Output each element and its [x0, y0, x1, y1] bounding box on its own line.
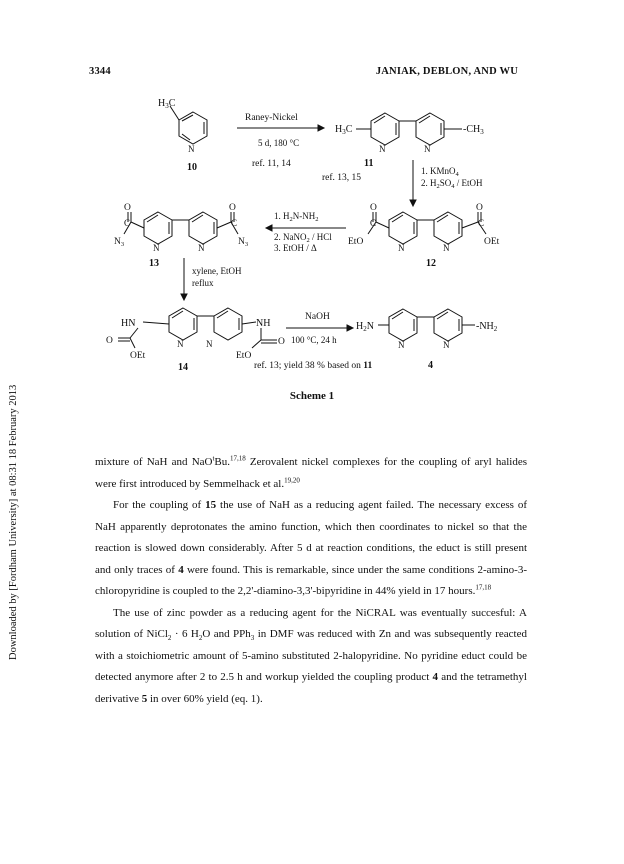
step3-a: 1. H	[274, 211, 290, 221]
svg-text:N: N	[206, 339, 213, 349]
step5-ref: ref. 13; yield 38 % based on	[254, 361, 361, 371]
svg-text:C: C	[231, 218, 238, 228]
download-watermark: Downloaded by [Fordham University] at 08:31 18 February 2013	[8, 384, 19, 660]
compound-label-12: 12	[426, 258, 436, 269]
svg-text:-CH3: $-CH_3$	[463, 124, 484, 136]
svg-text:2. NaNO2 / HCl: 2. NaNO$_2$ / HCl	[274, 232, 332, 244]
svg-text:HN: HN	[121, 318, 136, 329]
svg-text:N: N	[443, 243, 450, 253]
svg-text:C: C	[370, 218, 377, 228]
svg-text:N: N	[398, 243, 405, 253]
svg-text:O: O	[124, 203, 131, 213]
svg-text:N: N	[177, 339, 184, 349]
svg-text:H3C: $H_3C$	[158, 98, 176, 110]
svg-text:OEt: OEt	[130, 351, 146, 361]
structure-14	[106, 308, 285, 361]
structure-10	[158, 98, 207, 154]
reaction-scheme	[0, 0, 624, 390]
svg-text:N: N	[198, 243, 205, 253]
svg-text:N: N	[379, 144, 386, 154]
svg-text:1. H2N-NH2: 1. $H_2N-NH_2$	[274, 211, 319, 223]
step1-conditions: 5 d, 180 °C	[258, 138, 300, 148]
svg-text:N: N	[424, 144, 431, 154]
svg-text:O: O	[106, 336, 113, 346]
step5-reagent: NaOH	[305, 312, 330, 322]
paragraph-1: mixture of NaH and NaO$^t$Bu.$^{17,18}$ Zerovalent nickel complexes for the coupling of aryl halides were first introduced by Semmelhack et al.$^{19,20}$	[95, 454, 527, 490]
compound-label-4: 4	[428, 360, 433, 371]
svg-text:H2N: $H_2N$	[356, 321, 374, 333]
compound-label-14: 14	[178, 362, 188, 373]
step2-b: 2. H	[421, 178, 437, 188]
svg-text:1. KMnO4: 1. KMnO$_4$	[421, 166, 459, 178]
step3-c: 3. EtOH / Δ	[274, 243, 317, 253]
structure-11	[335, 113, 484, 154]
step5-conditions: 100 °C, 24 h	[291, 335, 337, 345]
compound-label-13: 13	[149, 258, 159, 269]
svg-text:O: O	[370, 203, 377, 213]
svg-text:EtO: EtO	[236, 351, 252, 361]
svg-text:H3C: $H_3C$	[335, 124, 353, 136]
step1-reagent: Raney-Nickel	[245, 113, 298, 123]
svg-text:O: O	[476, 203, 483, 213]
svg-text:-NH2: $-NH_2$	[476, 321, 498, 333]
svg-text:C: C	[478, 218, 485, 228]
step4-a: xylene, EtOH	[192, 266, 242, 276]
svg-text:N: N	[153, 243, 160, 253]
yield-ref-compound: 11	[363, 361, 373, 371]
svg-text:NH: NH	[256, 318, 271, 329]
structure-13	[114, 203, 248, 253]
compound-label-11: 11	[364, 158, 374, 169]
paragraph-2: For the coupling of 15 the use of NaH as a reducing agent failed. The necessary excess of NaH apparently deprotonates the amino function, which then coordinates to nickel so that the reaction is slowed down considerably. After 5 d at reaction conditions, the educt is still present and only traces of 4 were found. This is remarkable, since under the same conditions 2-amino-3-chloropyridine is coupled to the 2,2'-diamino-3,3'-bipyridine in 44% yield in 17 hours.$^{17,18}$	[95, 499, 528, 597]
step2-a: 1. KMnO	[421, 166, 456, 176]
svg-text:ref. 13; yield 38 % based on 1	[254, 360, 372, 371]
svg-text:N3: $N_3$	[238, 237, 249, 248]
step2-ref: ref. 13, 15	[322, 173, 362, 183]
body-text	[95, 452, 527, 710]
svg-text:OEt: OEt	[484, 237, 500, 247]
svg-text:N: N	[188, 144, 195, 154]
paragraph-3: The use of zinc powder as a reducing agent for the NiCRAL was eventually succesful: A solution of NiCl$_2$ · 6 $H_2O$ and PPh$_3$ in DMF was reduced with Zn and was subsequently reacted with a stoichiometric amount of 5-amino substituted 2-halopyridine. No pyridine educt could be detected anymore after 2 to 2.5 h and workup yielded the coupling product 4 and the tetramethyl derivative 5 in over 60% yield (eq. 1).	[95, 606, 527, 705]
svg-text:O: O	[278, 337, 285, 347]
running-header-authors: JANIAK, DEBLON, AND WU	[375, 66, 518, 77]
svg-text:EtO: EtO	[348, 237, 364, 247]
svg-text:O: O	[229, 203, 236, 213]
step4-b: reflux	[192, 278, 214, 288]
step1-ref: ref. 11, 14	[252, 159, 291, 169]
compound-label-10: 10	[187, 162, 197, 173]
svg-text:2. H2SO4 / EtOH: 2. $H_2SO_4$ / EtOH	[421, 178, 483, 190]
svg-text:N: N	[398, 340, 405, 350]
scheme-title: Scheme 1	[289, 390, 335, 402]
structure-4	[356, 309, 498, 350]
svg-text:N3: $N_3$	[114, 237, 125, 248]
svg-text:N: N	[443, 340, 450, 350]
svg-text:C: C	[124, 218, 131, 228]
page-number: 3344	[89, 66, 111, 77]
structure-12	[348, 203, 500, 253]
step3-b: 2. NaNO	[274, 232, 307, 242]
